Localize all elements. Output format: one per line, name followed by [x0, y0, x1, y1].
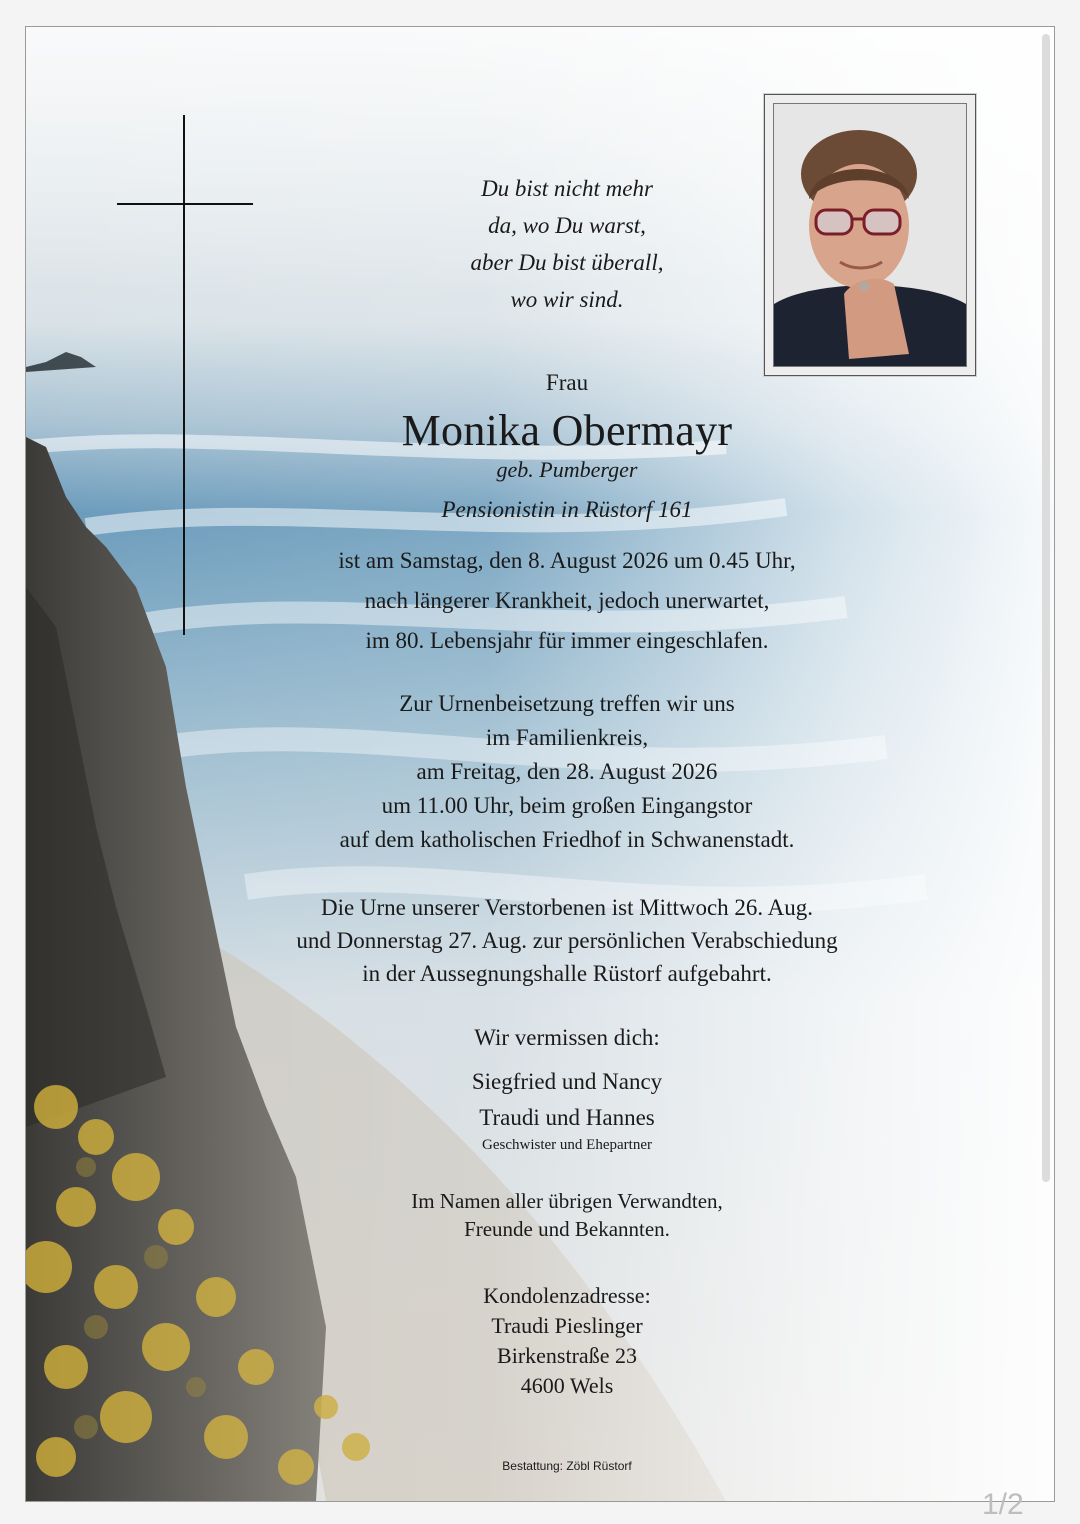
- occupation: Pensionistin in Rüstorf 161: [441, 497, 693, 522]
- condolence-address: [194, 1281, 940, 1401]
- death-announcement: [194, 541, 940, 661]
- ceremony-line: am Freitag, den 28. August 2026: [416, 759, 718, 784]
- vertical-scrollbar[interactable]: [1042, 34, 1050, 1182]
- address-street: Birkenstraße 23: [497, 1343, 637, 1368]
- obituary-page: [25, 26, 1055, 1502]
- address-name: Traudi Pieslinger: [491, 1313, 643, 1338]
- verse-line: aber Du bist überall,: [470, 250, 664, 275]
- ceremony-details: [194, 687, 940, 857]
- announcement-line: nach längerer Krankheit, jedoch unerwartet,: [364, 588, 770, 613]
- viewing-line: Die Urne unserer Verstorbenen ist Mittwoch 26. Aug.: [320, 895, 814, 920]
- page-indicator: 1/2: [982, 1488, 1024, 1521]
- verse-line: Du bist nicht mehr: [481, 176, 653, 201]
- undertaker-credit: Bestattung: Zöbl Rüstorf: [502, 1459, 632, 1473]
- deceased-name: Monika Obermayr: [401, 406, 733, 455]
- obituary-content: [26, 27, 1054, 1501]
- announcement-line: im 80. Lebensjahr für immer eingeschlafen.: [365, 628, 769, 653]
- viewing-details: [194, 891, 940, 990]
- ceremony-line: Zur Urnenbeisetzung treffen wir uns: [399, 691, 735, 716]
- ceremony-line: im Familienkreis,: [485, 725, 649, 750]
- ceremony-line: um 11.00 Uhr, beim großen Eingangstor: [381, 793, 753, 818]
- viewing-line: in der Aussegnungshalle Rüstorf aufgebahrt.: [362, 961, 772, 986]
- verse-line: da, wo Du warst,: [488, 213, 646, 238]
- family-line: Freunde und Bekannten.: [464, 1217, 670, 1241]
- miss-line: Wir vermissen dich:: [474, 1025, 660, 1050]
- address-city: 4600 Wels: [520, 1373, 614, 1398]
- salutation: Frau: [545, 370, 589, 395]
- viewing-line: und Donnerstag 27. Aug. zur persönlichen Verabschiedung: [296, 928, 838, 953]
- mourner-name: Siegfried und Nancy: [471, 1069, 663, 1094]
- family-line: Im Namen aller übrigen Verwandten,: [411, 1189, 723, 1213]
- verse: [194, 170, 940, 318]
- address-label: Kondolenzadresse:: [483, 1283, 651, 1308]
- verse-line: wo wir sind.: [510, 287, 624, 312]
- ceremony-line: auf dem katholischen Friedhof in Schwanenstadt.: [339, 827, 795, 852]
- mourner-relation: Geschwister und Ehepartner: [482, 1137, 652, 1153]
- maiden-name: geb. Pumberger: [496, 457, 638, 482]
- family-note: [194, 1187, 940, 1243]
- announcement-line: ist am Samstag, den 8. August 2026 um 0.45 Uhr,: [338, 548, 796, 573]
- mourner-name: Traudi und Hannes: [479, 1105, 655, 1130]
